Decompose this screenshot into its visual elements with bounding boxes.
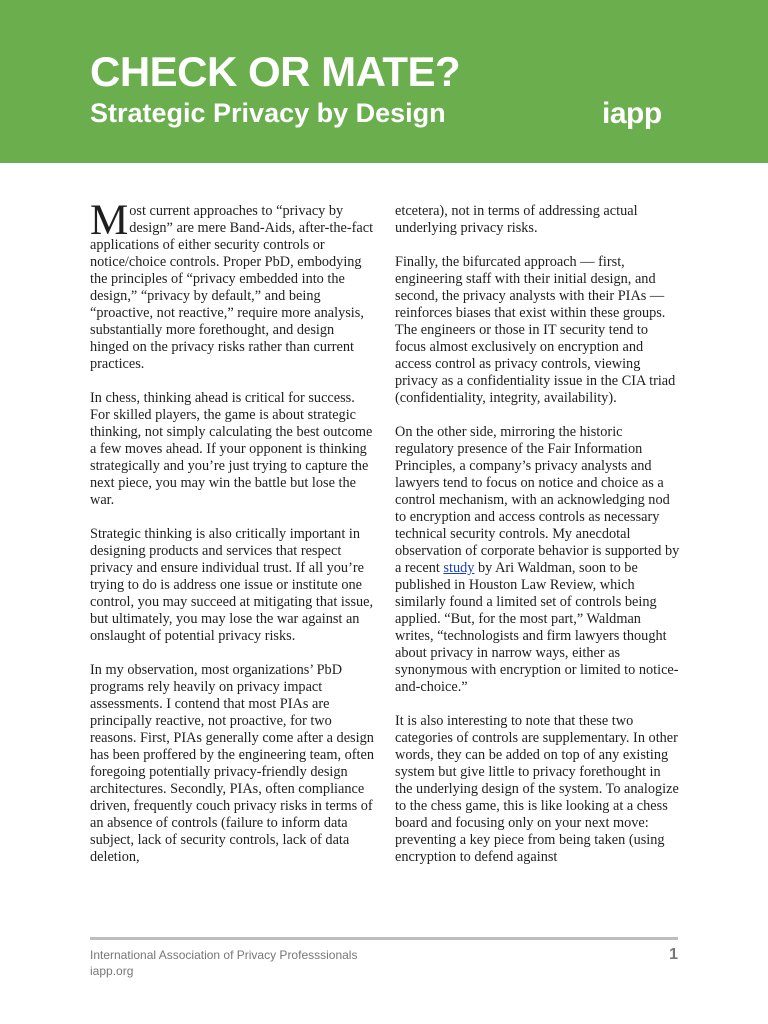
paragraph-strategic-thinking: Strategic thinking is also critically important in designing products and services that respect privacy and ensure individual trust. If all you’re trying to do is address one issue or institute one control, you may succeed at mitigating that issue, but ultimately, you may lose the war against an onslaught of potential privacy risks. <box>90 526 374 644</box>
paragraph-fair-information-text-2: by Ari Waldman, soon to be published in Houston Law Review, which similarly found a limited set of controls being applied. “But, for the most part,” Waldman writes, “technologists and firm lawyers thought about privacy in narrow ways, either as synonymous with encryption or limited to notice-and-choice.” <box>395 560 679 695</box>
paragraph-fair-information <box>395 424 681 696</box>
footer-divider <box>90 937 678 940</box>
drop-cap: M <box>90 197 129 244</box>
page-subtitle: Strategic Privacy by Design <box>90 98 446 128</box>
footer-url: iapp.org <box>90 964 134 978</box>
paragraph-fair-information-text-1: On the other side, mirroring the historic regulatory presence of the Fair Information Principles, a company’s privacy analysts and lawyers tend to focus on notice and choice as a control mechanism, with an acknowledging nod to encryption and access controls as necessary technical security controls. My anecdotal observation of corporate behavior is supported by a recent <box>395 424 680 576</box>
paragraph-continuation: etcetera), not in terms of addressing actual underlying privacy risks. <box>395 203 638 236</box>
article-column-right <box>395 203 681 883</box>
page-number: 1 <box>669 946 678 963</box>
page-title: CHECK OR MATE? <box>90 48 461 95</box>
paragraph-chess: In chess, thinking ahead is critical for success. For skilled players, the game is about strategic thinking, not simply calculating the best outcome a few moves ahead. If your opponent is thinking strategically and you’re just trying to capture the next piece, you may win the battle but lose the war. <box>90 390 373 508</box>
paragraph-intro <box>90 197 376 373</box>
header-banner <box>0 0 768 163</box>
article-column-left <box>90 197 376 883</box>
study-link[interactable]: study <box>443 560 475 576</box>
footer-organization: International Association of Privacy Professsionals <box>90 948 358 962</box>
paragraph-pia-observation: In my observation, most organizations’ PbD programs rely heavily on privacy impact assessments. I contend that most PIAs are principally reactive, not proactive, for two reasons. First, PIAs generally come after a design has been proffered by the engineering team, often foregoing potentially privacy-friendly design architectures. Secondly, PIAs, often compliance driven, frequently couch privacy risks in terms of an absence of controls (failure to inform data subject, lack of security controls, lack of data deletion, <box>90 662 374 865</box>
paragraph-intro-text: ost current approaches to “privacy by design” are mere Band-Aids, after-the-fact applications of either security controls or notice/choice controls. Proper PbD, embodying the principles of “privacy embedded into the design,” “privacy by default,” and being “proactive, not reactive,” require more analysis, substantially more forethought, and design hinged on the privacy risks rather than current practices. <box>90 203 374 372</box>
iapp-logo: iapp <box>602 97 662 130</box>
paragraph-supplementary-controls: It is also interesting to note that these two categories of controls are supplementary. In other words, they can be added on top of any existing system but give little to privacy forethought in the underlying design of the system. To analogize to the chess game, this is like looking at a chess board and focusing only on your next move: preventing a key piece from being taken (using encryption to defend against <box>395 713 679 865</box>
paragraph-bifurcated-approach: Finally, the bifurcated approach — first, engineering staff with their initial design, and second, the privacy analysts with their PIAs — reinforces biases that exist within these groups. The engineers or those in IT security tend to focus almost exclusively on encryption and access control as privacy controls, viewing privacy as a confidentiality issue in the CIA triad (confidentiality, integrity, availability). <box>395 254 676 406</box>
